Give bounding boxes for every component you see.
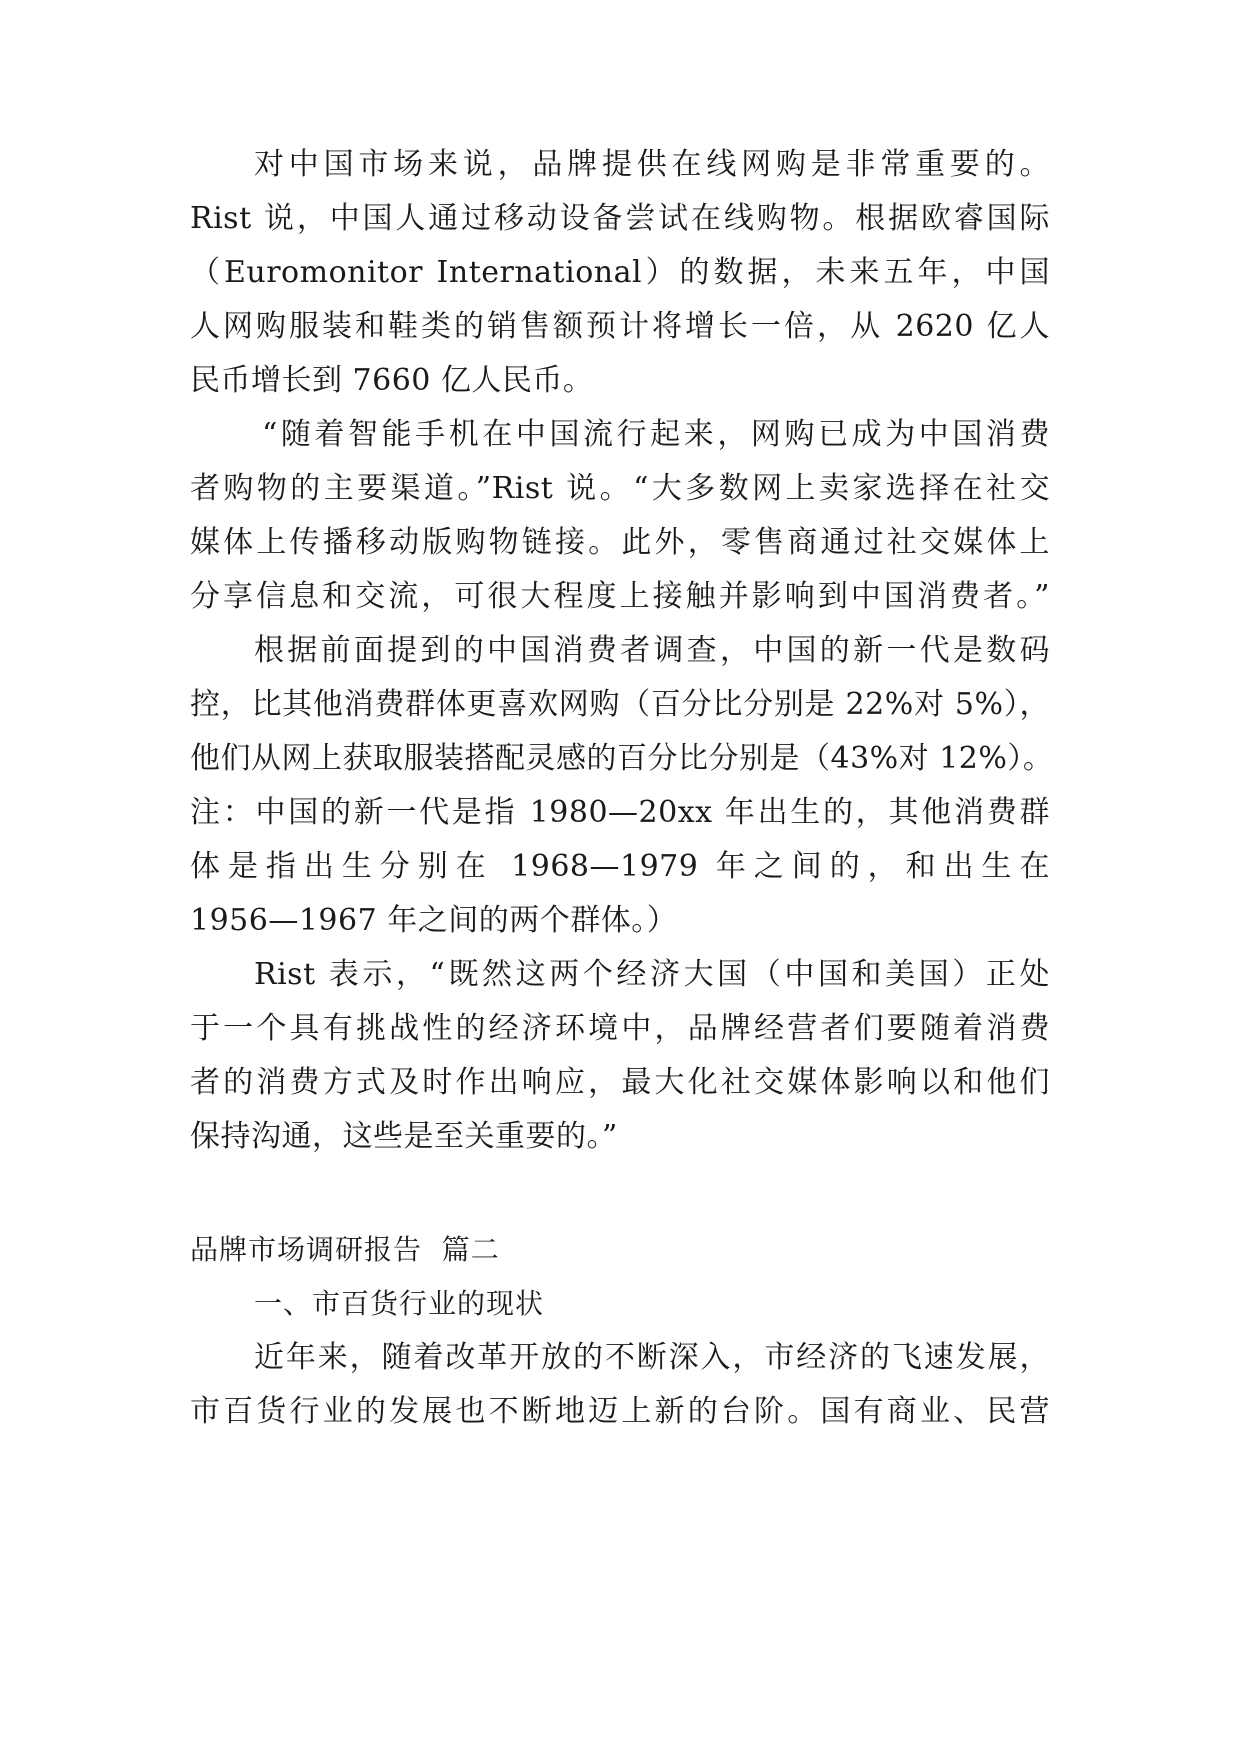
paragraph-4-line-4: 保持沟通，这些是至关重要的。” (190, 1119, 618, 1154)
paragraph-2-line-4: 分享信息和交流，可很大程度上接触并影响到中国消费者。” (190, 579, 1050, 614)
paragraph-1-line-5: 民币增长到 7660 亿人民币。 (190, 363, 594, 398)
paragraph-1-line-4: 人网购服装和鞋类的销售额预计将增长一倍，从 2620 亿人 (190, 309, 1050, 344)
paragraph-1-line-2: Rist 说，中国人通过移动设备尝试在线购物。根据欧睿国际 (190, 201, 1050, 236)
paragraph-3-line-2: 控，比其他消费群体更喜欢网购（百分比分别是 22%对 5%）， (190, 687, 1050, 722)
paragraph-1-line-1: 对中国市场来说，品牌提供在线网购是非常重要的。 (254, 147, 1050, 182)
paragraph-4-line-1: Rist 表示，“既然这两个经济大国（中国和美国）正处 (254, 957, 1050, 992)
paragraph-3-line-4: 注：中国的新一代是指 1980—20xx 年出生的，其他消费群 (190, 795, 1050, 830)
paragraph-2-line-1: “随着智能手机在中国流行起来，网购已成为中国消费 (262, 417, 1050, 452)
paragraph-5-line-2: 市百货行业的发展也不断地迈上新的台阶。国有商业、民营 (190, 1394, 1050, 1429)
paragraph-1-line-3: （Euromonitor International）的数据，未来五年，中国 (190, 255, 1050, 290)
paragraph-2-line-2: 者购物的主要渠道。”Rist 说。“大多数网上卖家选择在社交 (190, 471, 1050, 506)
paragraph-3-line-5: 体是指出生分别在 1968—1979 年之间的，和出生在 (190, 849, 1050, 884)
paragraph-3-line-6: 1956—1967 年之间的两个群体。） (190, 903, 678, 938)
paragraph-4-line-3: 者的消费方式及时作出响应，最大化社交媒体影响以和他们 (190, 1065, 1050, 1100)
paragraph-3-line-1: 根据前面提到的中国消费者调查，中国的新一代是数码 (254, 633, 1050, 668)
paragraph-4-line-2: 于一个具有挑战性的经济环境中，品牌经营者们要随着消费 (190, 1011, 1050, 1046)
paragraph-2-line-3: 媒体上传播移动版购物链接。此外，零售商通过社交媒体上 (190, 525, 1050, 560)
section-title: 品牌市场调研报告 篇二 (190, 1233, 500, 1266)
subsection-title: 一、市百货行业的现状 (254, 1287, 545, 1320)
paragraph-3-line-3: 他们从网上获取服装搭配灵感的百分比分别是（43%对 12%）。 (190, 741, 1054, 776)
paragraph-5-line-1: 近年来，随着改革开放的不断深入，市经济的飞速发展， (254, 1340, 1050, 1375)
